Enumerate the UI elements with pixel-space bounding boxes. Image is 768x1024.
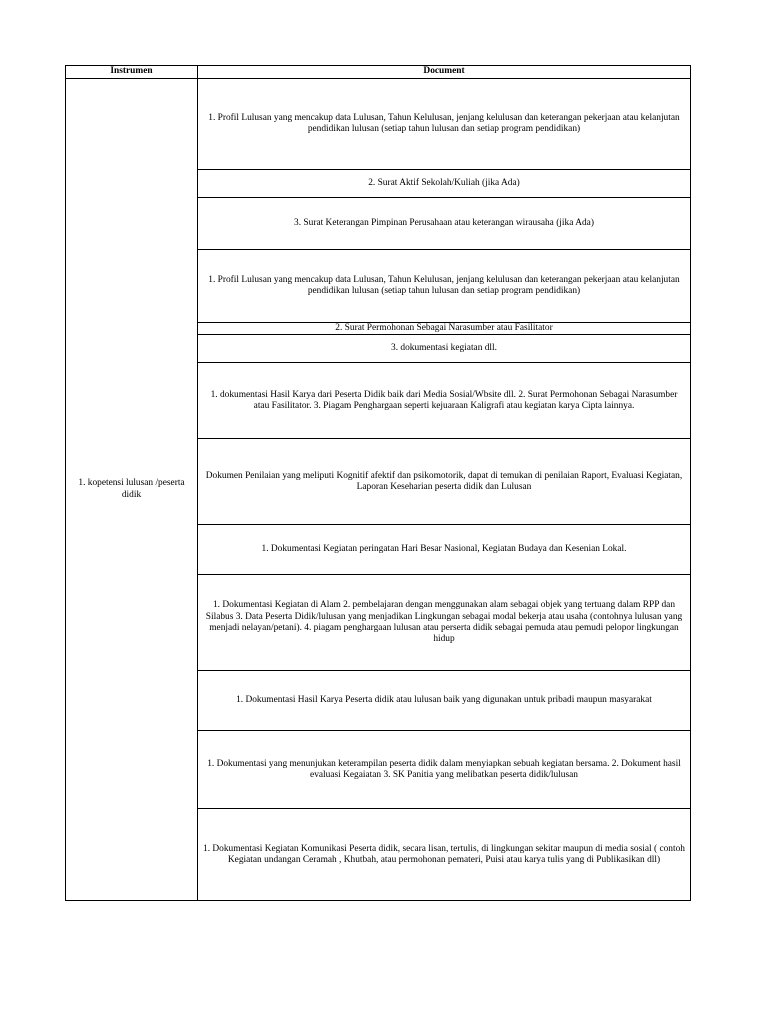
document-cell: 1. Dokumentasi Hasil Karya Peserta didik atau lulusan baik yang digunakan untuk pribadi maupun masyarakat	[198, 671, 691, 731]
header-row	[66, 66, 691, 79]
document-cell: 1. Profil Lulusan yang mencakup data Lulusan, Tahun Kelulusan, jenjang kelulusan dan keterangan pekerjaan atau kelanjutan pendidikan lulusan (setiap tahun lulusan dan setiap program pendidikan)	[198, 79, 691, 170]
document-cell: 1. Profil Lulusan yang mencakup data Lulusan, Tahun Kelulusan, jenjang kelulusan dan keterangan pekerjaan atau kelanjutan pendidikan lulusan (setiap tahun lulusan dan setiap program pendidikan)	[198, 250, 691, 323]
document-cell: 1. dokumentasi Hasil Karya dari Peserta Didik baik dari Media Sosial/Wbsite dll. 2. Surat Permohonan Sebagai Narasumber atau Fasilitator. 3. Piagam Penghargaan seperti kejuaraan Kaligrafi atau kegiatan karya Cipta lainnya.	[198, 363, 691, 439]
table-row	[66, 79, 691, 170]
document-cell: 2. Surat Permohonan Sebagai Narasumber atau Fasilitator	[198, 323, 691, 335]
document-table	[65, 65, 691, 901]
document-cell: 1. Dokumentasi Kegiatan peringatan Hari Besar Nasional, Kegiatan Budaya dan Kesenian Lokal.	[198, 525, 691, 575]
document-cell: 2. Surat Aktif Sekolah/Kuliah (jika Ada)	[198, 170, 691, 198]
document-cell: Dokumen Penilaian yang meliputi Kognitif afektif dan psikomotorik, dapat di temukan di penilaian Raport, Evaluasi Kegiatan, Laporan Keseharian peserta didik dan Lulusan	[198, 439, 691, 525]
instrumen-cell: 1. kopetensi lulusan /peserta didik	[66, 79, 198, 901]
document-cell: 3. Surat Keterangan Pimpinan Perusahaan atau keterangan wirausaha (jika Ada)	[198, 198, 691, 250]
header-document: Document	[198, 66, 691, 79]
document-cell: 1. Dokumentasi Kegiatan di Alam 2. pembelajaran dengan menggunakan alam sebagai objek yang tertuang dalam RPP dan Silabus 3. Data Peserta Didik/lulusan yang menjadikan Lingkungan sebagai modal bekerja atau usaha (contohnya lulusan yang menjadi nelayan/petani). 4. piagam penghargaan lulusan atau perserta didik sebagai pemuda atau pemudi pelopor lingkungan hidup	[198, 575, 691, 671]
document-cell: 1. Dokumentasi Kegiatan Komunikasi Peserta didik, secara lisan, tertulis, di lingkungan sekitar maupun di media sosial ( contoh Kegiatan undangan Ceramah , Khutbah, atau permohonan pemateri, Puisi atau karya tulis yang di Publikasikan dll)	[198, 809, 691, 901]
document-cell: 1. Dokumentasi yang menunjukan keterampilan peserta didik dalam menyiapkan sebuah kegiatan bersama. 2. Dokument hasil evaluasi Kegaiatan 3. SK Panitia yang melibatkan peserta didik/lulusan	[198, 731, 691, 809]
header-instrumen: Instrumen	[66, 66, 198, 79]
document-cell: 3. dokumentasi kegiatan dll.	[198, 335, 691, 363]
